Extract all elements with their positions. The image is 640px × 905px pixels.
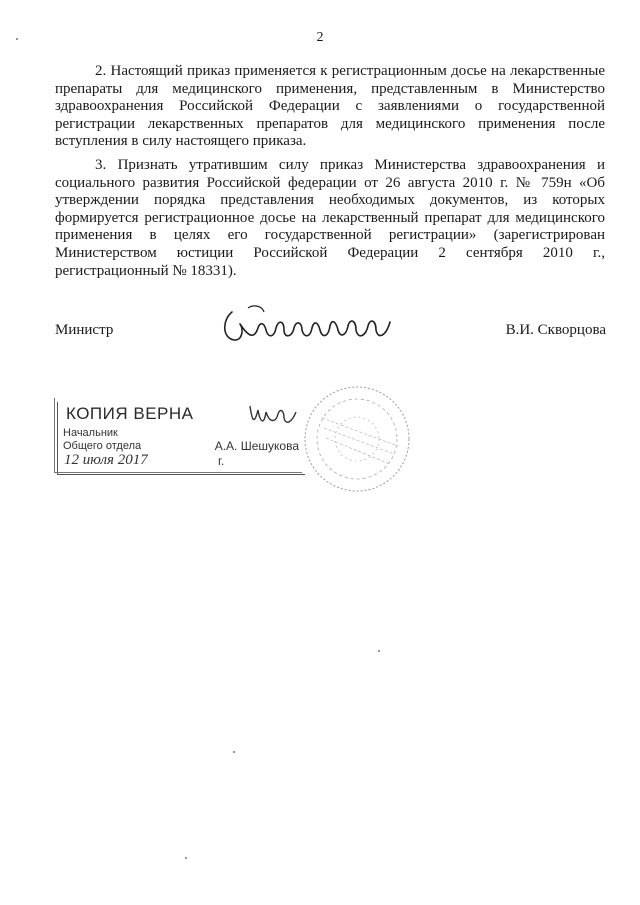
scan-speck (185, 857, 187, 859)
signatory-title: Министр (55, 322, 114, 338)
stamp-position-line2: Общего отдела (63, 440, 142, 452)
paragraph-2: 2. Настоящий приказ применяется к регистрационным досье на лекарственные препараты для медицинского применения, представленным в Министерство здравоохранения Российской Федерации с заявлениями о государственной регистрации лекарственных препаратов для медицинского применения после вступления в силу настоящего приказа. (55, 63, 605, 150)
copy-stamp-heading: КОПИЯ ВЕРНА (66, 404, 194, 423)
stamp-officer-name: А.А. Шешукова (214, 439, 299, 453)
scan-speck (378, 650, 380, 652)
department-seal (302, 384, 412, 494)
handwritten-signature (218, 300, 398, 348)
stamp-date-suffix: г. (218, 454, 225, 468)
paragraph-3: 3. Признать утратившим силу приказ Министерства здравоохранения и социального развития Российской федерации от 26 августа 2010 г. № 759н «Об утверждении порядка представления необходимых документов, из которых формируется регистрационное досье на лекарственный препарат для медицинского применения в целях его государственной регистрации» (зарегистрирован Министерством юстиции Российской Федерации 2 сентября 2010 г., регистрационный № 18331). (55, 156, 605, 279)
scan-speck (233, 751, 235, 753)
officer-initials-scribble (246, 400, 302, 432)
scan-speck (16, 38, 18, 40)
stamp-position-line1: Начальник (63, 427, 118, 439)
document-body (55, 63, 605, 286)
page-number: 2 (316, 30, 324, 45)
stamp-handwritten-date: 12 июля 2017 (64, 452, 148, 468)
signatory-name: В.И. Скворцова (505, 322, 606, 338)
